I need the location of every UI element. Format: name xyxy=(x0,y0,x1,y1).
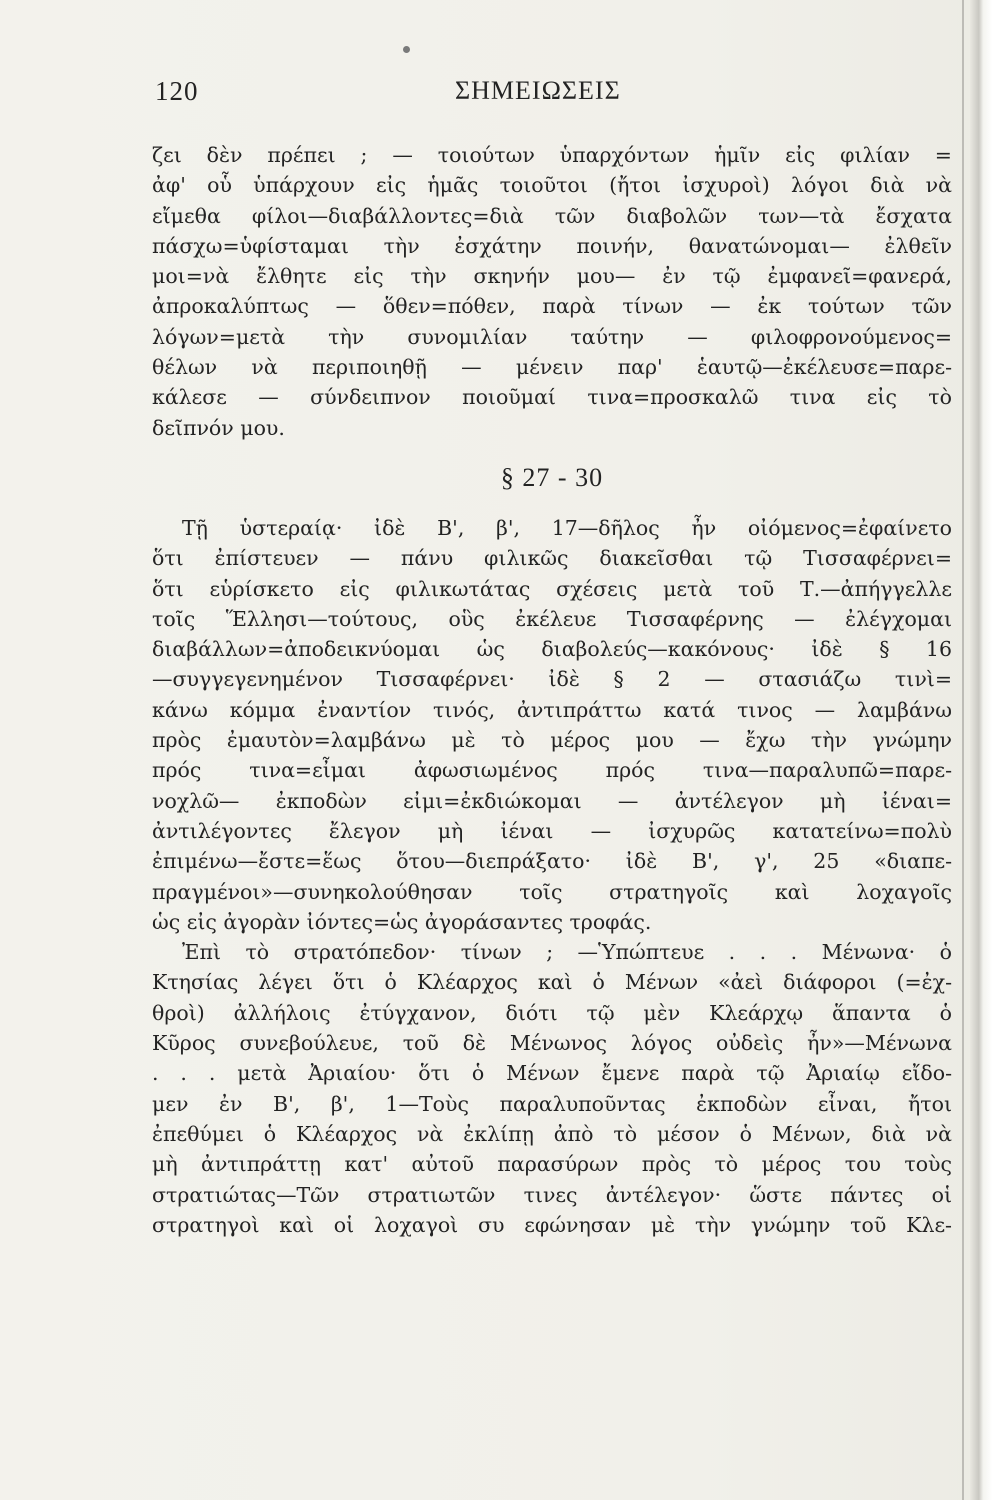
text-line: Κτησίας λέγει ὅτι ὁ Κλέαρχος καὶ ὁ Μένων «ἀεὶ διάφοροι (=ἐχ- xyxy=(152,970,952,995)
text-line: κάνω κόμμα ἐναντίον τινός, ἀντιπράττω κατά τινος — λαμβάνω xyxy=(152,697,952,722)
text-line: —συγγεγενημένον Τισσαφέρνει· ἰδὲ § 2 — στασιάζω τινὶ= xyxy=(152,667,952,692)
text-line: ὡς εἰς ἀγορὰν ἰόντες=ὡς ἀγοράσαντες τροφάς. xyxy=(152,909,652,934)
text-line: ἀντιλέγοντες ἔλεγον μὴ ἰέναι — ἰσχυρῶς κατατείνω=πολὺ xyxy=(152,818,952,843)
text-line: δεῖπνόν μου. xyxy=(152,415,285,440)
text-line: θροὶ) ἀλλήλοις ἐτύγχανον, διότι τῷ μὲν Κλεάρχῳ ἅπαντα ὁ xyxy=(152,1000,952,1025)
text-line: μοι=νὰ ἔλθητε εἰς τὴν σκηνήν μου— ἐν τῷ ἐμφανεῖ=φανερά, xyxy=(152,264,952,289)
text-line: πρός τινα=εἶμαι ἀφωσιωμένος πρός τινα—παραλυπῶ=παρε- xyxy=(152,758,952,783)
section-heading: § 27 - 30 xyxy=(500,462,604,492)
text-line: ἀπροκαλύπτως — ὅθεν=πόθεν, παρὰ τίνων — ἐκ τούτων τῶν xyxy=(152,294,952,319)
text-line: κάλεσε — σύνδειπνον ποιοῦμαί τινα=προσκαλῶ τινα εἰς τὸ xyxy=(152,385,952,410)
text-line: . . . μετὰ Ἀριαίου· ὅτι ὁ Μένων ἔμενε παρὰ τῷ Ἀριαίῳ εἴδο- xyxy=(152,1061,952,1086)
text-line: θέλων νὰ περιποιηθῇ — μένειν παρ' ἑαυτῷ—ἐκέλευσε=παρε- xyxy=(152,355,952,380)
text-line: διαβάλλων=ἀποδεικνύομαι ὡς διαβολεύς—κακόνους· ἰδὲ § 16 xyxy=(152,637,952,662)
paragraph-notes-2 xyxy=(152,513,952,937)
text-line: ὅτι εὑρίσκετο εἰς φιλικωτάτας σχέσεις μετὰ τοῦ Τ.—ἀπήγγελλε xyxy=(152,576,952,601)
text-line: ἀφ' οὗ ὑπάρχουν εἰς ἡμᾶς τοιοῦτοι (ἤτοι ἰσχυροὶ) λόγοι διὰ νὰ xyxy=(152,173,952,198)
page-number: 120 xyxy=(155,76,199,106)
text-line: Κῦρος συνεβούλευε, τοῦ δὲ Μένωνος λόγος οὐδεὶς ἦν»—Μένωνα xyxy=(152,1031,952,1056)
page-header xyxy=(155,76,955,116)
text-line: Ἐπὶ τὸ στρατόπεδον· τίνων ; —Ὑπώπτευε . . . Μένωνα· ὁ xyxy=(182,940,952,965)
ink-speck xyxy=(403,46,410,53)
text-line: στρατιώτας—Τῶν στρατιωτῶν τινες ἀντέλεγον· ὥστε πάντες οἱ xyxy=(152,1182,952,1207)
text-line: ζει δὲν πρέπει ; — τοιούτων ὑπαρχόντων ἡμῖν εἰς φιλίαν = xyxy=(152,143,952,167)
text-line: μεν ἐν Β', β', 1—Τοὺς παραλυποῦντας ἐκποδὼν εἶναι, ἤτοι xyxy=(152,1091,952,1116)
text-line: νοχλῶ— ἐκποδὼν εἰμι=ἐκδιώκομαι — ἀντέλεγον μὴ ἰέναι= xyxy=(152,788,952,813)
paragraph-notes-1 xyxy=(152,140,952,443)
text-line: ἐπιμένω—ἔστε=ἕως ὅτου—διεπράξατο· ἰδὲ Β', γ', 25 «διαπε- xyxy=(152,849,952,874)
running-title: ΣΗΜΕΙΩΣΕΙΣ xyxy=(455,76,621,105)
text-line: πρὸς ἐμαυτὸν=λαμβάνω μὲ τὸ μέρος μου — ἔχω τὴν γνώμην xyxy=(152,728,952,753)
text-line: μὴ ἀντιπράττῃ κατ' αὐτοῦ παρασύρων πρὸς τὸ μέρος του τοὺς xyxy=(152,1152,952,1177)
text-line: ὅτι ἐπίστευεν — πάνυ φιλικῶς διακεῖσθαι τῷ Τισσαφέρνει= xyxy=(152,546,952,571)
text-line: στρατηγοὶ καὶ οἱ λοχαγοὶ συ εφώνησαν μὲ τὴν γνώμην τοῦ Κλε- xyxy=(152,1212,952,1237)
text-line: εἴμεθα φίλοι—διαβάλλοντες=διὰ τῶν διαβολῶν των—τὰ ἔσχατα xyxy=(152,203,952,228)
page-gutter-line xyxy=(962,0,964,1500)
text-line: τοῖς Ἕλλησι—τούτους, οὓς ἐκέλευε Τισσαφέρνης — ἐλέγχομαι xyxy=(152,606,952,631)
text-line: πραγμένοι»—συνηκολούθησαν τοῖς στρατηγοῖς καὶ λοχαγοῖς xyxy=(152,879,952,904)
text-line: ἐπεθύμει ὁ Κλέαρχος νὰ ἐκλίπῃ ἀπὸ τὸ μέσον ὁ Μένων, διὰ νὰ xyxy=(152,1121,952,1146)
text-line: πάσχω=ὑφίσταμαι τὴν ἐσχάτην ποινήν, θανατώνομαι— ἐλθεῖν xyxy=(152,233,952,258)
page-body xyxy=(152,140,952,1240)
text-line: Τῇ ὑστεραίᾳ· ἰδὲ Β', β', 17—δῆλος ἦν οἰόμενος=ἐφαίνετο xyxy=(182,515,952,540)
paragraph-notes-3 xyxy=(152,937,952,1240)
book-spine-edge xyxy=(970,0,992,1500)
text-line: λόγων=μετὰ τὴν συνομιλίαν ταύτην — φιλοφρονούμενος= xyxy=(152,324,952,349)
